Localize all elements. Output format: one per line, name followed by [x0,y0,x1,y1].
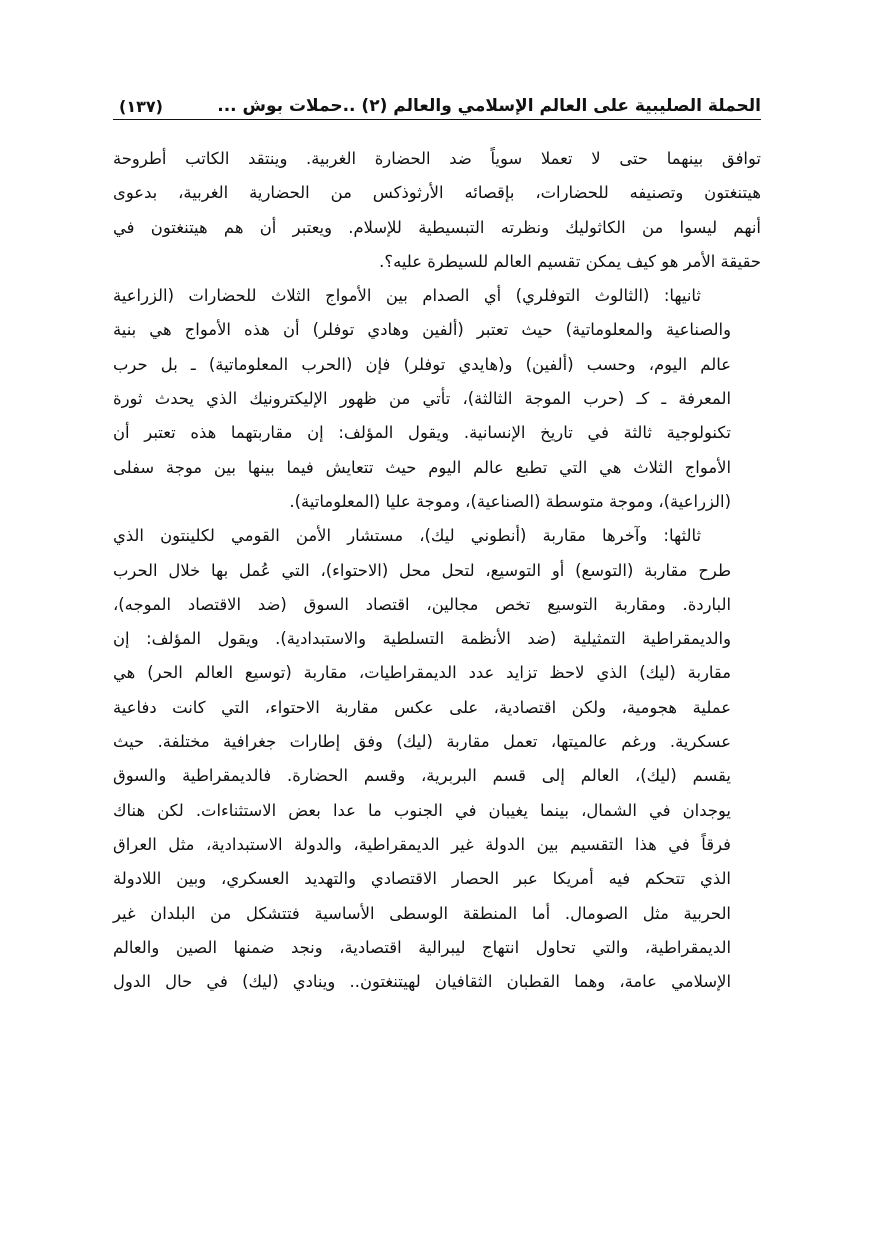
text-line: (الزراعية)، وموجة متوسطة (الصناعية)، وموجة عليا (المعلوماتية). [289,491,731,511]
text-line: عسكرية. ورغم عالميتها، تعمل مقاربة (ليك) وفق إطارات جغرافية مختلفة. حيث [113,732,731,752]
text-line: يقسم (ليك)، العالم إلى قسم البربرية، وقسم الحضارة. فالديمقراطية والسوق [113,766,731,786]
text-line: مقاربة (ليك) الذي لاحظ تزايد عدد الديمقراطيات، مقاربة (توسيع العالم الحر) هي [113,663,731,683]
header-title: الحملة الصليبية على العالم الإسلامي والعالم (٢) ..حملات بوش ... [217,96,761,116]
text-line: الحربية مثل الصومال. أما المنطقة الوسطى الأساسية فتتشكل من البلدان غير [113,903,731,923]
paragraph-3 [113,519,761,999]
text-line: الإسلامي عامة، وهما القطبان الثقافيان لهيتنغتون.. وينادي (ليك) في حال الدول [113,972,731,992]
page-number: (١٣٧) [119,97,163,116]
paragraph-2 [113,279,761,519]
text-line: والصناعية والمعلوماتية) حيث تعتبر (ألفين وهادي توفلر) أن هذه الأمواج هي بنية [113,320,731,340]
paragraph-1 [113,142,761,279]
document-page [113,86,761,999]
text-line: والديمقراطية التمثيلية (ضد الأنظمة التسلطية والاستبدادية). ويقول المؤلف: إن [113,629,731,649]
text-line: الديمقراطية، والتي تحاول انتهاج ليبرالية اقتصادية، ونجد ضمنها الصين والعالم [113,937,731,957]
text-line: عالم اليوم، وحسب (ألفين) و(هايدي توفلر) فإن (الحرب المعلوماتية) ـ بل حرب [113,354,731,374]
text-line: أنهم ليسوا من الكاثوليك ونظرته التبسيطية للإسلام. ويعتبر أن هم هيتنغتون في [113,217,761,237]
text-line: هيتنغتون وتصنيفه للحضارات، بإقصائه الأرثوذكس من الحضارية الغربية، بدعوى [113,183,761,203]
text-line: عملية هجومية، ولكن اقتصادية، على عكس مقاربة الاحتواء، التي كانت دفاعية [113,697,731,717]
text-line: يوجدان في الشمال، بينما يغيبان في الجنوب ما عدا بعض الاستثناءات. لكن هناك [113,800,731,820]
running-header [113,86,761,120]
text-line: الذي تتحكم فيه أمريكا عبر الحصار الاقتصادي والتهديد العسكري، وبين اللادولة [113,869,731,889]
text-line: فرقاً في هذا التقسيم بين الدولة غير الديمقراطية، والدولة الاستبدادية، مثل العراق [113,834,731,854]
text-line: طرح مقاربة (التوسع) أو التوسيع، لتحل محل (الاحتواء)، التي عُمل بها خلال الحرب [113,560,731,580]
text-line: تكنولوجية ثالثة في تاريخ الإنسانية. ويقول المؤلف: إن مقاربتهما هذه تعتبر أن [113,423,731,443]
text-line: الأمواج الثلاث هي التي تطبع عالم اليوم حيث تتعايش فيما بينها بين موجة سفلى [113,457,731,477]
text-line: ثالثها: وآخرها مقاربة (أنطوني ليك)، مستشار الأمن القومي لكلينتون الذي [113,526,701,546]
text-line: حقيقة الأمر هو كيف يمكن تقسيم العالم للسيطرة عليه؟. [379,251,761,271]
text-line: توافق بينهما حتى لا تعملا سوياً ضد الحضارة الغربية. وينتقد الكاتب أطروحة [113,149,761,168]
text-line: الباردة. ومقاربة التوسيع تخص مجالين، اقتصاد السوق (ضد الاقتصاد الموجه)، [113,594,731,614]
body-text [113,142,761,999]
text-line: المعرفة ـ كـ (حرب الموجة الثالثة)، تأتي من ظهور الإليكترونيك الذي يحدث ثورة [113,389,731,409]
text-line: ثانيها: (الثالوث التوفلري) أي الصدام بين الأمواج الثلاث للحضارات (الزراعية [113,286,701,306]
